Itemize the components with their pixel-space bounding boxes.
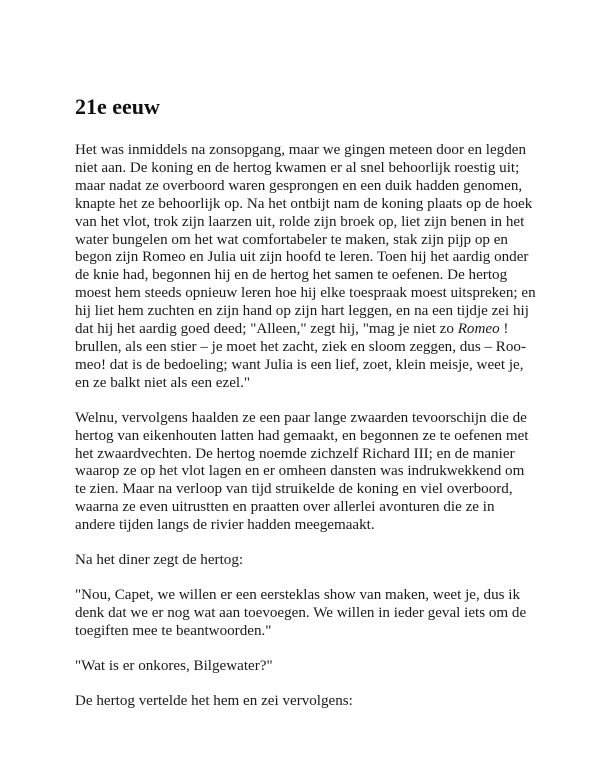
paragraph-3: Na het diner zegt de hertog: [75, 552, 244, 569]
paragraph-1-emphasis: Romeo [457, 321, 500, 338]
paragraph-6: De hertog vertelde het hem en zei vervolgens: [75, 692, 353, 709]
paragraph-1-text-start: Het was inmiddels na zonsopgang, maar we gingen meteen door en legden niet aan. De koning en de hertog kwamen er al snel behoorlijk roestig uit; maar nadat ze overboord waren gesprongen en een duik hadden genomen, knapte het ze behoorlijk op. Na het ontbijt nam de koning plaats op de hoek van het vlot, trok zijn laarzen uit, rolde zijn broek op, liet zijn benen in het water bungelen om het wat comfortabeler te maken, stak zijn pijp op en begon zijn Romeo en Julia uit zijn hoofd te leren. Toen hij het aardig onder de knie had, begonnen hij en de hertog het samen te oefenen. De hertog moest hem steeds opnieuw leren hoe hij elke toespraak moest uitspreken; en hij liet hem zuchten en zijn hand op zijn hart leggen, en na een tijdje zei hij dat hij het aardig goed deed; "Alleen," zegt hij, "mag je niet zo [75, 142, 536, 338]
paragraph-1 [75, 142, 537, 393]
paragraph-5: "Wat is er onkores, Bilgewater?" [75, 657, 273, 674]
paragraph-2: Welnu, vervolgens haalden ze een paar lange zwaarden tevoorschijn die de hertog van eikenhouten latten had gemaakt, en begonnen ze te oefenen met het zwaardvechten. De hertog noemde zichzelf Richard III; en de manier waarop ze op het vlot lagen en er omheen dansten was indrukwekkend om te zien. Maar na verloop van tijd struikelde de koning en viel overboord, waarna ze even uitrustten en praatten over allerlei avonturen die ze in andere tijden langs de rivier hadden meegemaakt. [75, 409, 529, 534]
document-page [75, 94, 537, 727]
chapter-heading: 21e eeuw [75, 94, 160, 119]
paragraph-4: "Nou, Capet, we willen er een eersteklas show van maken, weet je, dus ik denk dat we er nog wat aan toevoegen. We willen in ieder geval iets om de toegiften mee te beantwoorden." [75, 586, 527, 639]
paragraph-1-text-end: ! brullen, als een stier – je moet het zacht, ziek en sloom zeggen, dus – Roo-meo! dat is de bedoeling; want Julia is een lief, zoet, klein meisje, weet je, en ze balkt niet als een ezel." [75, 321, 526, 391]
